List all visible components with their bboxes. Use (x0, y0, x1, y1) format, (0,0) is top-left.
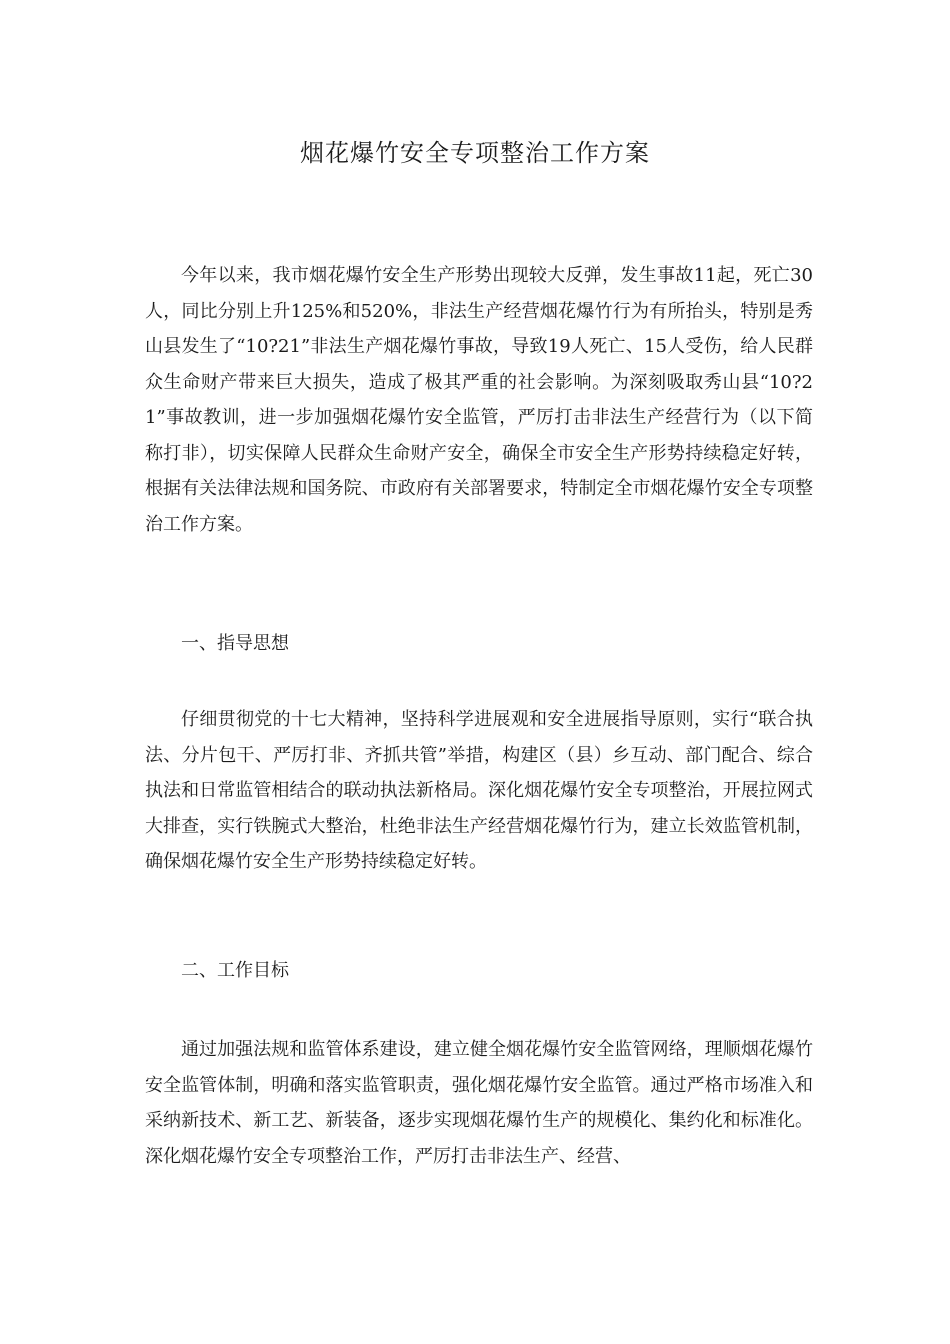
intro-paragraph: 今年以来，我市烟花爆竹安全生产形势出现较大反弹，发生事故11起，死亡30人，同比分别上升125%和520%，非法生产经营烟花爆竹行为有所抬头，特别是秀山县发生了“10?21”非法生产烟花爆竹事故，导致19人死亡、15人受伤，给人民群众生命财产带来巨大损失，造成了极其严重的社会影响。为深刻吸取秀山县“10?21”事故教训，进一步加强烟花爆竹安全监管，严厉打击非法生产经营行为（以下简称打非），切实保障人民群众生命财产安全，确保全市安全生产形势持续稳定好转，根据有关法律法规和国务院、市政府有关部署要求，特制定全市烟花爆竹安全专项整治工作方案。 (145, 265, 813, 535)
work-goals-paragraph: 通过加强法规和监管体系建设，建立健全烟花爆竹安全监管网络，理顺烟花爆竹安全监管体制，明确和落实监管职责，强化烟花爆竹安全监管。通过严格市场准入和采纳新技术、新工艺、新装备，逐步实现烟花爆竹生产的规模化、集约化和标准化。深化烟花爆竹安全专项整治工作，严厉打击非法生产、经营、 (145, 1039, 813, 1167)
section-heading-work-goals: 二、工作目标 (181, 960, 289, 981)
section-heading-guiding-thought: 一、指导思想 (181, 633, 289, 654)
document-title: 烟花爆竹安全专项整治工作方案 (300, 139, 650, 167)
guiding-thought-paragraph: 仔细贯彻党的十七大精神，坚持科学进展观和安全进展指导原则，实行“联合执法、分片包干、严厉打非、齐抓共管”举措，构建区（县）乡互动、部门配合、综合执法和日常监管相结合的联动执法新格局。深化烟花爆竹安全专项整治，开展拉网式大排查，实行铁腕式大整治，杜绝非法生产经营烟花爆竹行为，建立长效监管机制，确保烟花爆竹安全生产形势持续稳定好转。 (145, 709, 813, 872)
